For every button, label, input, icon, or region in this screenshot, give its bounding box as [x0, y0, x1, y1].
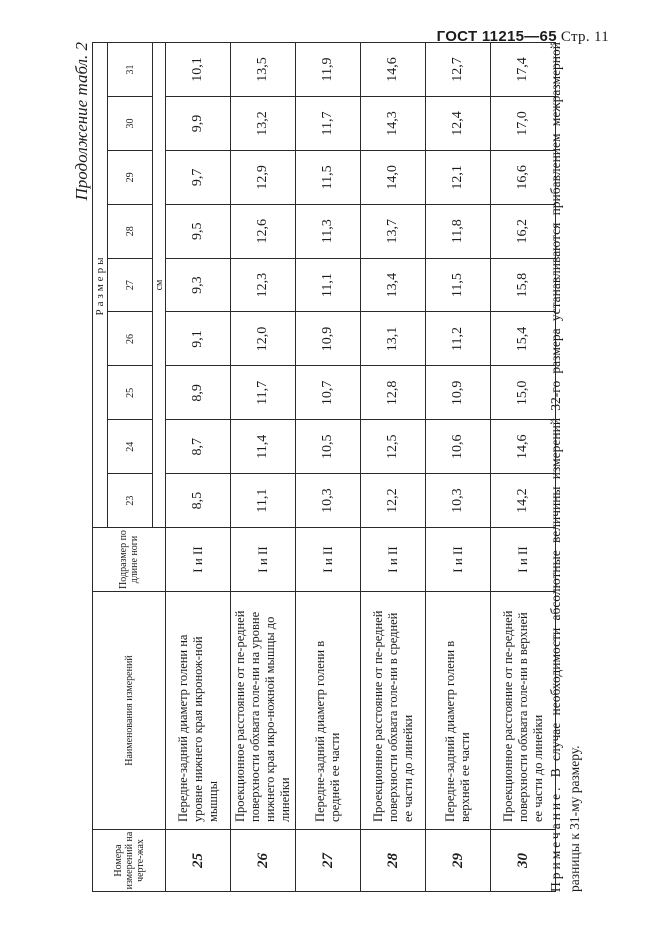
measurement-number: 29 — [426, 830, 491, 892]
size-value: 13,1 — [361, 312, 426, 366]
header-number: Номера измерений на черте-жах — [93, 830, 166, 892]
size-value: 11,3 — [296, 204, 361, 258]
size-value: 8,5 — [166, 474, 231, 528]
size-value: 9,5 — [166, 204, 231, 258]
header-unit: см — [153, 43, 166, 528]
size-value: 10,9 — [296, 312, 361, 366]
size-value: 11,5 — [296, 150, 361, 204]
measurement-name: Проекционное расстояние от пе-редней поверхности обхвата голе-ни в верхней ее части до линейки — [491, 592, 556, 830]
size-value: 9,7 — [166, 150, 231, 204]
size-value: 11,8 — [426, 204, 491, 258]
size-value: 11,2 — [426, 312, 491, 366]
size-value: 15,0 — [491, 366, 556, 420]
table-row — [426, 43, 491, 892]
size-value: 12,2 — [361, 474, 426, 528]
table-body — [166, 43, 556, 892]
size-value: 12,0 — [231, 312, 296, 366]
size-header: 31 — [108, 43, 153, 97]
measurement-number: 28 — [361, 830, 426, 892]
table-row — [166, 43, 231, 892]
size-value: 13,7 — [361, 204, 426, 258]
size-value: 16,2 — [491, 204, 556, 258]
table-row — [231, 43, 296, 892]
size-value: 11,4 — [231, 420, 296, 474]
size-value: 17,0 — [491, 97, 556, 151]
subsize-value: I и II — [231, 528, 296, 592]
size-value: 12,4 — [426, 97, 491, 151]
size-value: 13,4 — [361, 258, 426, 312]
size-value: 12,1 — [426, 150, 491, 204]
footnote — [546, 42, 584, 892]
size-value: 8,9 — [166, 366, 231, 420]
size-value: 12,7 — [426, 43, 491, 97]
size-value: 10,5 — [296, 420, 361, 474]
size-value: 15,4 — [491, 312, 556, 366]
size-value: 12,5 — [361, 420, 426, 474]
size-value: 10,6 — [426, 420, 491, 474]
header-subsize: Подразмер по длине ноги — [93, 528, 166, 592]
size-value: 12,9 — [231, 150, 296, 204]
size-value: 14,2 — [491, 474, 556, 528]
size-value: 11,1 — [296, 258, 361, 312]
size-value: 13,5 — [231, 43, 296, 97]
measurement-number: 25 — [166, 830, 231, 892]
measurement-name: Передне-задний диаметр голени в верхней ее части — [426, 592, 491, 830]
size-header: 25 — [108, 366, 153, 420]
subsize-value: I и II — [426, 528, 491, 592]
size-header: 23 — [108, 474, 153, 528]
size-value: 15,8 — [491, 258, 556, 312]
page-number: Стр. 11 — [560, 29, 609, 45]
measurement-number: 26 — [231, 830, 296, 892]
subsize-value: I и II — [361, 528, 426, 592]
size-value: 14,6 — [491, 420, 556, 474]
note-label: Примечание. — [548, 784, 563, 892]
size-value: 17,4 — [491, 43, 556, 97]
subsize-value: I и II — [491, 528, 556, 592]
size-header: 27 — [108, 258, 153, 312]
size-value: 8,7 — [166, 420, 231, 474]
size-value: 10,7 — [296, 366, 361, 420]
size-value: 16,6 — [491, 150, 556, 204]
table-row — [361, 43, 426, 892]
measurement-name: Передне-задний диаметр голени на уровне нижнего края икронож-ной мышцы — [166, 592, 231, 830]
size-header: 26 — [108, 312, 153, 366]
header-sizes: Размеры — [93, 43, 108, 528]
size-value: 11,1 — [231, 474, 296, 528]
size-value: 12,6 — [231, 204, 296, 258]
size-value: 11,7 — [296, 97, 361, 151]
size-value: 10,9 — [426, 366, 491, 420]
size-value: 10,3 — [296, 474, 361, 528]
size-value: 14,3 — [361, 97, 426, 151]
size-value: 11,9 — [296, 43, 361, 97]
size-value: 14,6 — [361, 43, 426, 97]
measurement-name: Передне-задний диаметр голени в средней ее части — [296, 592, 361, 830]
size-value: 9,1 — [166, 312, 231, 366]
size-header: 30 — [108, 97, 153, 151]
size-header: 28 — [108, 204, 153, 258]
size-value: 12,8 — [361, 366, 426, 420]
subsize-value: I и II — [166, 528, 231, 592]
measurement-number: 27 — [296, 830, 361, 892]
size-value: 12,3 — [231, 258, 296, 312]
size-value: 9,9 — [166, 97, 231, 151]
size-value: 9,3 — [166, 258, 231, 312]
size-value: 11,7 — [231, 366, 296, 420]
header-name: Наименования измерений — [93, 592, 166, 830]
size-value: 13,2 — [231, 97, 296, 151]
subsize-value: I и II — [296, 528, 361, 592]
size-header: 24 — [108, 420, 153, 474]
table-continuation-caption: Продолжение табл. 2 — [72, 42, 91, 201]
standard-number: ГОСТ 11215—65 — [436, 28, 557, 45]
size-value: 11,5 — [426, 258, 491, 312]
measurements-table — [92, 42, 556, 892]
note-text: В случае необходимости абсолютные величины измерений 32-го размера устанавливаются прибавлением межразмерной разницы к 31-му размеру. — [548, 41, 582, 892]
measurement-name: Проекционное расстояние от пе-редней поверхности обхвата голе-ни на уровне нижнего края икро-ножной мышцы до линейки — [231, 592, 296, 830]
size-value: 14,0 — [361, 150, 426, 204]
size-value: 10,1 — [166, 43, 231, 97]
measurement-name: Проекционное расстояние от пе-редней поверхности обхвата голе-ни в средней ее части до линейки — [361, 592, 426, 830]
size-value: 10,3 — [426, 474, 491, 528]
table-row — [296, 43, 361, 892]
size-header: 29 — [108, 150, 153, 204]
rotated-content — [72, 42, 602, 892]
measurement-number: 30 — [491, 830, 556, 892]
